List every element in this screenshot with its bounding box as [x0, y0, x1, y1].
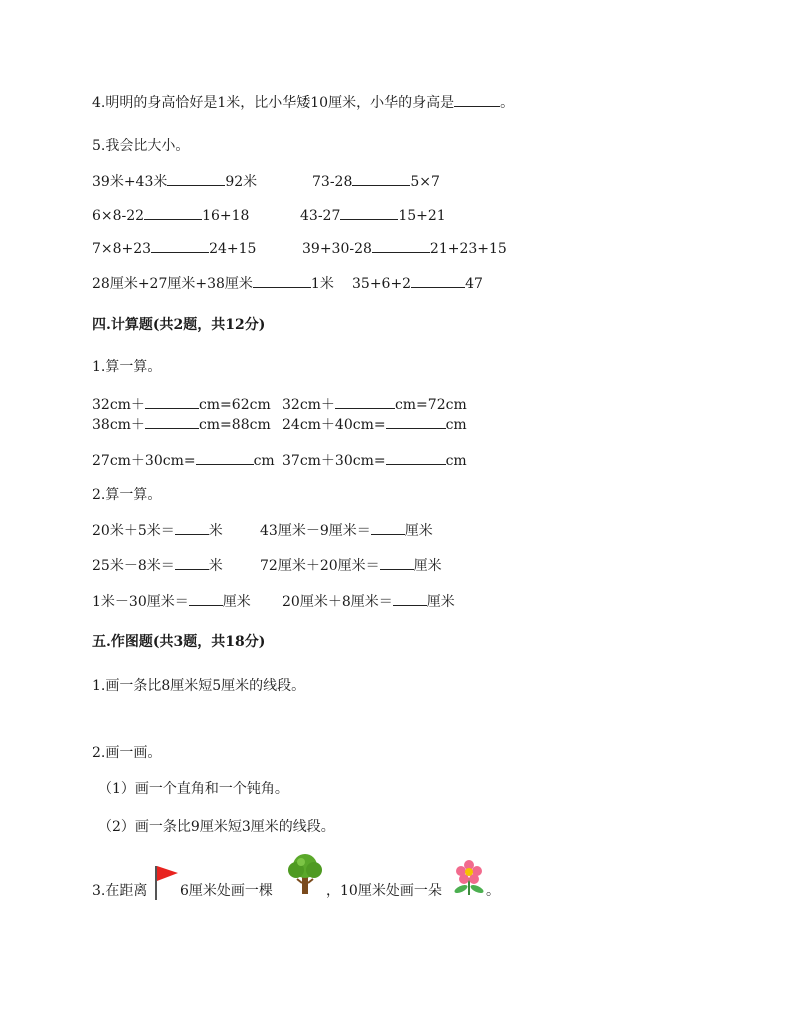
section-4-title: 四.计算题(共2题，共12分): [92, 317, 266, 333]
compare-right: 16+18: [202, 208, 250, 224]
draw-3-part-1: 3.在距离: [92, 883, 148, 899]
answer-blank: [454, 92, 500, 107]
answer-blank: [175, 555, 209, 570]
answer-blank: [393, 591, 427, 606]
draw-2-item-1: （1）画一个直角和一个钝角。: [98, 781, 289, 797]
expr: 38cm＋: [92, 417, 145, 433]
answer-blank: [253, 273, 311, 288]
tree-icon: [287, 853, 323, 895]
expr: cm: [253, 453, 275, 469]
expr: 20厘米＋8厘米＝: [282, 594, 393, 610]
draw-3-part-3: ，10厘米处画一朵: [326, 883, 442, 899]
answer-blank: [144, 205, 202, 220]
expr: 72厘米＋20厘米＝: [260, 558, 380, 574]
question-5-title: 5.我会比大小。: [92, 138, 190, 154]
compare-row-2-a: [92, 205, 249, 226]
expr: 米: [208, 558, 223, 574]
answer-blank: [196, 450, 254, 465]
answer-blank: [335, 394, 395, 409]
red-flag-icon: [154, 864, 180, 900]
calc-1-row-3-a: [92, 450, 275, 471]
compare-right: 47: [465, 276, 483, 292]
answer-blank: [145, 394, 199, 409]
expr: cm=88cm: [198, 417, 271, 433]
answer-blank: [386, 450, 446, 465]
compare-row-2-b: [300, 205, 446, 226]
compare-right: 1米: [310, 276, 334, 292]
compare-left: 6×8-22: [92, 208, 145, 224]
answer-blank: [386, 414, 446, 429]
calc-1-row-3-b: [282, 450, 467, 471]
expr: cm: [445, 453, 467, 469]
expr: cm=62cm: [198, 397, 271, 413]
compare-row-1-a: [92, 171, 257, 192]
expr: cm: [445, 417, 467, 433]
compare-left: 7×8+23: [92, 241, 152, 257]
expr: 厘米: [426, 594, 455, 610]
compare-right: 92米: [225, 174, 258, 190]
draw-3-part-2: 6厘米处画一棵: [180, 883, 273, 899]
compare-left: 39米+43米: [92, 174, 168, 190]
expr: 37cm＋30cm=: [282, 453, 386, 469]
compare-row-4-a: [92, 273, 334, 294]
compare-row-1-b: [312, 171, 440, 192]
expr: 25米－8米＝: [92, 558, 175, 574]
expr: 27cm＋30cm=: [92, 453, 196, 469]
draw-2-title: 2.画一画。: [92, 745, 162, 761]
section-5-title: 五.作图题(共3题，共18分): [92, 634, 266, 650]
compare-row-3-a: [92, 238, 256, 259]
compare-row-3-b: [302, 238, 507, 259]
compare-right: 21+23+15: [429, 241, 507, 257]
calc-2-row-2-b: [260, 555, 442, 576]
calc-1-row-2-b: [282, 414, 467, 435]
calc-2-row-3-a: [92, 591, 251, 612]
expr: 1米－30厘米＝: [92, 594, 189, 610]
draw-2-item-2: （2）画一条比9厘米短3厘米的线段。: [98, 819, 335, 835]
answer-blank: [411, 273, 465, 288]
compare-right: 24+15: [209, 241, 257, 257]
compare-row-4-b: [352, 273, 483, 294]
answer-blank: [167, 171, 225, 186]
answer-blank: [175, 520, 209, 535]
calc-1-row-1-b: [282, 394, 467, 415]
draw-1-text: 1.画一条比8厘米短5厘米的线段。: [92, 678, 306, 694]
compare-left: 39+30-28: [302, 241, 372, 257]
flower-icon: [452, 860, 486, 896]
answer-blank: [372, 238, 430, 253]
calc-2-row-1-b: [260, 520, 433, 541]
expr: 厘米: [222, 594, 251, 610]
compare-right: 5×7: [410, 174, 440, 190]
expr: 厘米: [413, 558, 442, 574]
answer-blank: [371, 520, 405, 535]
calc-2-title: 2.算一算。: [92, 487, 162, 503]
answer-blank: [145, 414, 199, 429]
expr: 24cm＋40cm=: [282, 417, 386, 433]
answer-blank: [380, 555, 414, 570]
calc-2-row-2-a: [92, 555, 223, 576]
answer-blank: [189, 591, 223, 606]
answer-blank: [352, 171, 410, 186]
expr: 32cm＋: [282, 397, 335, 413]
compare-left: 28厘米+27厘米+38厘米: [92, 276, 253, 292]
compare-left: 43-27: [300, 208, 341, 224]
calc-2-row-1-a: [92, 520, 223, 541]
question-4: [92, 92, 514, 113]
expr: 20米＋5米＝: [92, 523, 175, 539]
compare-right: 15+21: [398, 208, 446, 224]
calc-1-title: 1.算一算。: [92, 359, 162, 375]
expr: 米: [208, 523, 223, 539]
answer-blank: [340, 205, 398, 220]
expr: 厘米: [404, 523, 433, 539]
calc-2-row-3-b: [282, 591, 455, 612]
answer-blank: [151, 238, 209, 253]
calc-1-row-2-a: [92, 414, 271, 435]
compare-left: 35+6+2: [352, 276, 412, 292]
draw-3-part-4: 。: [486, 883, 500, 899]
calc-1-row-1-a: [92, 394, 271, 415]
question-4-text: 4.明明的身高恰好是1米，比小华矮10厘米，小华的身高是: [92, 95, 455, 111]
expr: 32cm＋: [92, 397, 145, 413]
expr: cm=72cm: [394, 397, 467, 413]
expr: 43厘米－9厘米＝: [260, 523, 371, 539]
question-4-tail: 。: [500, 95, 515, 111]
compare-left: 73-28: [312, 174, 353, 190]
